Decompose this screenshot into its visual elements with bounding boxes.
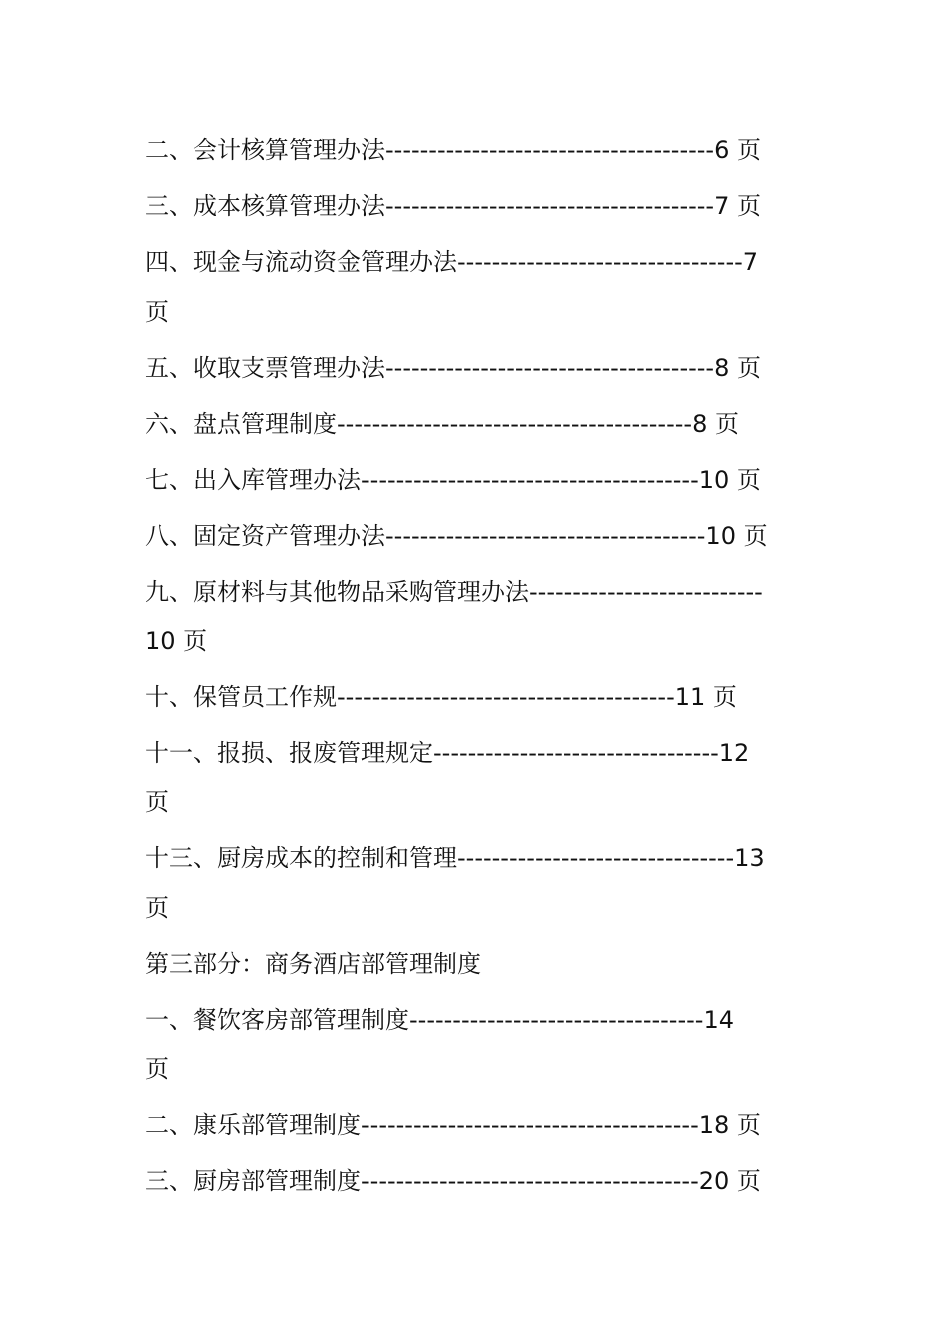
toc-entry-storekeeper: 十、保管员工作规---------------------------------------11 页 [145, 683, 737, 711]
toc-entry-write-off-page: 页 [145, 788, 169, 816]
toc-entry-inventory-count: 六、盘点管理制度-----------------------------------------8 页 [145, 410, 739, 438]
toc-entry-procurement: 九、原材料与其他物品采购管理办法--------------------------- [145, 578, 763, 606]
toc-section-heading: 第三部分：商务酒店部管理制度 [145, 950, 481, 978]
toc-entry-fixed-assets: 八、固定资产管理办法-------------------------------------10 页 [145, 522, 768, 550]
toc-entry-cash-management-page: 页 [145, 298, 169, 326]
toc-entry-cheque: 五、收取支票管理办法--------------------------------------8 页 [145, 354, 761, 382]
toc-entry-kitchen-cost: 十三、厨房成本的控制和管理--------------------------------13 [145, 844, 765, 872]
toc-entry-catering-rooms: 一、餐饮客房部管理制度----------------------------------14 [145, 1006, 734, 1034]
toc-entry-write-off: 十一、报损、报废管理规定---------------------------------12 [145, 739, 750, 767]
toc-entry-cost-accounting: 三、成本核算管理办法--------------------------------------7 页 [145, 192, 761, 220]
toc-entry-warehouse: 七、出入库管理办法---------------------------------------10 页 [145, 466, 761, 494]
toc-entry-accounting: 二、会计核算管理办法--------------------------------------6 页 [145, 136, 761, 164]
toc-entry-recreation: 二、康乐部管理制度---------------------------------------18 页 [145, 1111, 761, 1139]
toc-entry-kitchen-cost-page: 页 [145, 894, 169, 922]
toc-entry-cash-management: 四、现金与流动资金管理办法---------------------------------7 [145, 248, 759, 276]
toc-entry-catering-rooms-page: 页 [145, 1055, 169, 1083]
toc-entry-procurement-page: 10 页 [145, 627, 208, 655]
toc-entry-kitchen-dept: 三、厨房部管理制度---------------------------------------20 页 [145, 1167, 761, 1195]
